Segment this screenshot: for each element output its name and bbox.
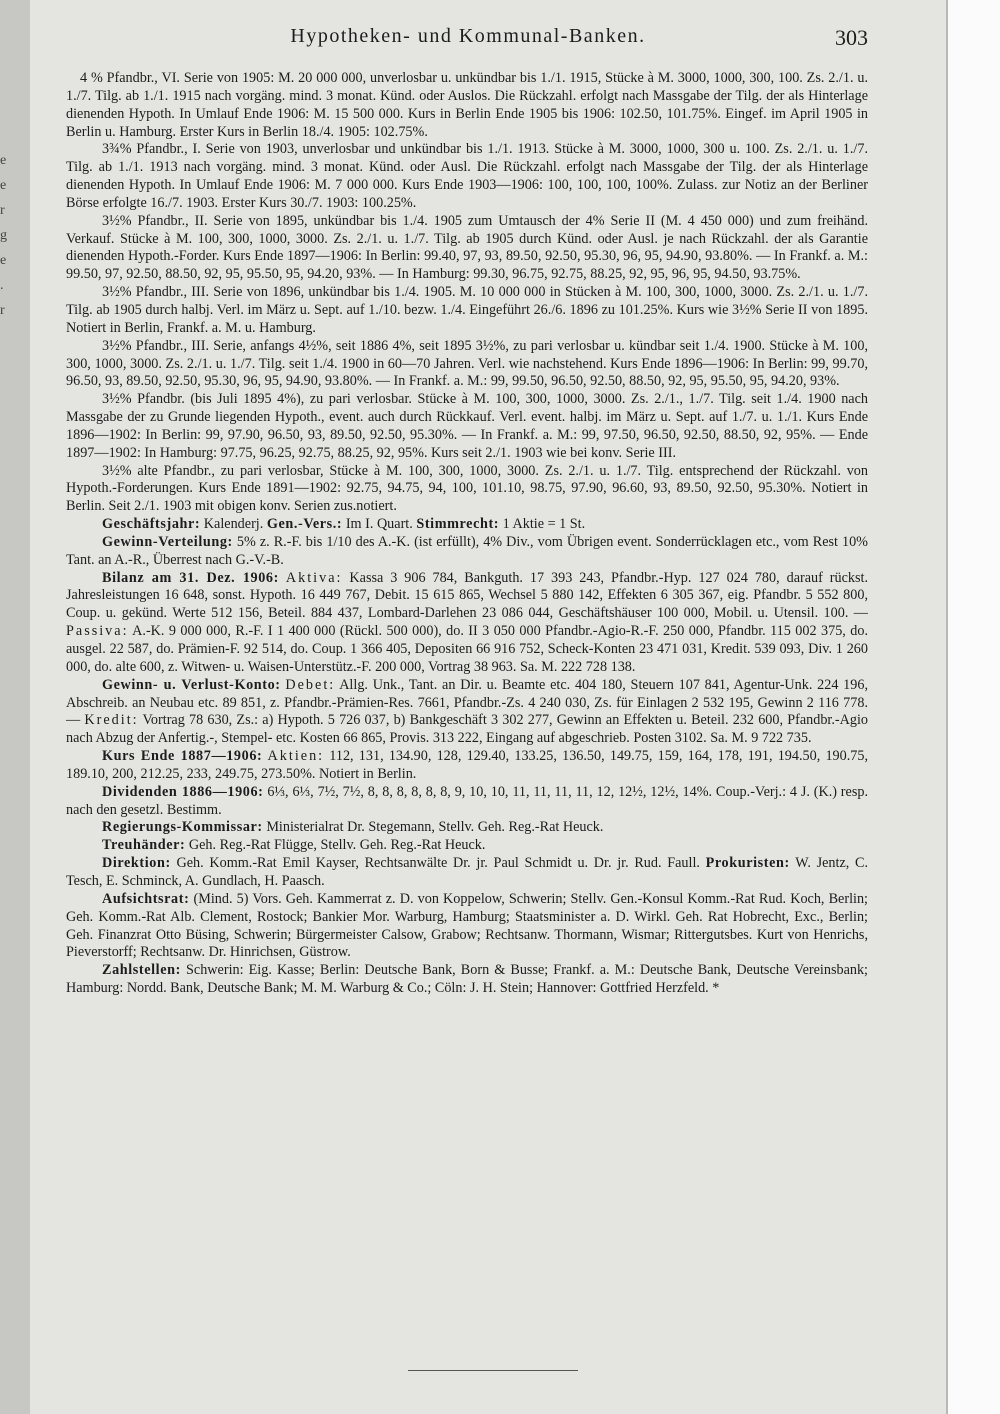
paragraph-treuhaender [66, 837, 868, 855]
label-aktiva: Aktiva: [285, 569, 343, 586]
label-gewinn-verlust: Gewinn- u. Verlust-Konto: [102, 676, 281, 693]
label-aktien: Aktien: [267, 748, 325, 765]
text-aufsichtsrat: (Mind. 5) Vors. Geh. Kammerrat z. D. von Koppelow, Schwerin; Stellv. Gen.-Konsul Komm.-Rat Rud. Koch, Berlin; Geh. Komm.-Rat Alb. Clement, Rostock; Bankier Mor. Warburg, Hamburg; Staatsminister a. D. Wirkl. Geh. Rat Hobrecht, Exc., Berlin; Geh. Finanzrat Otto Büsing, Schwerin; Bürgermeister Calsow, Grabow; Rechtsanw. Thormann, Wismar; Rittergutsbes. Kurt von Henrichs, Pieverstorff; Rechtsanw. Dr. Hinrichsen, Güstrow. [66, 890, 868, 961]
label-regierungs-kommissar: Regierungs-Kommissar: [102, 819, 263, 836]
paragraph-regierungs-kommissar [66, 819, 868, 837]
footer-divider [408, 1370, 578, 1371]
paragraph-gewinn-verlust [66, 677, 868, 748]
paragraph-pfandbr-serie-iii: 3½% Pfandbr., III. Serie von 1896, unkündbar bis 1./4. 1905. M. 10 000 000 in Stücken à M. 100, 300, 1000, 3000. Zs. 2./1. u. 1./7. Tilg. ab 1905 durch halbj. Verl. im März u. Sept. auf 1./10. bezw. 1./4. Eingeführt 26./6. 1896 zu 101.25%. Kurs wie 3½% Serie II von 1895. Notiert in Berlin, Frankf. a. M. u. Hamburg. [66, 284, 868, 336]
label-bilanz: Bilanz am 31. Dez. 1906: [102, 569, 279, 586]
text-treuhaender: Geh. Reg.-Rat Flügge, Stellv. Geh. Reg.-Rat Heuck. [185, 837, 486, 854]
text-stimmrecht: 1 Aktie = 1 St. [499, 516, 586, 533]
text-gen-vers: Im I. Quart. [342, 516, 417, 533]
right-margin [946, 0, 1000, 1414]
edge-letter: . [0, 278, 4, 293]
edge-letter: e [0, 178, 7, 193]
edge-letters [0, 148, 24, 323]
text-prokuristen: W. Jentz, C. Tesch, E. Schminck, A. Gundlach, H. Paasch. [66, 855, 868, 889]
text-geschaeftsjahr: Kalenderj. [200, 516, 267, 533]
text-gewinn-verteilung: 5% z. R.-F. bis 1/10 des A.-K. (ist erfüllt), 4% Div., vom Übrigen event. Sonderrücklagen etc., vom Rest 10% Tant. an A.-R., Überrest nach G.-V.-B. [66, 533, 868, 568]
label-gewinn-verteilung: Gewinn-Verteilung: [102, 533, 233, 550]
label-zahlstellen: Zahlstellen: [102, 962, 181, 979]
text-kurs-ende: 112, 131, 134.90, 128, 129.40, 133.25, 136.50, 149.75, 159, 164, 178, 191, 194.50, 190.75, 189.10, 200, 212.25, 233, 249.75, 273.50%. Notiert in Berlin. [66, 748, 869, 782]
paragraph-direktion [66, 855, 868, 891]
edge-letter: r [0, 203, 5, 218]
paragraph-geschaeftsjahr [66, 516, 868, 534]
label-stimmrecht: Stimmrecht: [416, 516, 500, 533]
page-header [68, 25, 868, 55]
label-kredit: Kredit: [84, 712, 139, 729]
label-aufsichtsrat: Aufsichtsrat: [102, 890, 190, 907]
page-number: 303 [835, 25, 868, 50]
text-zahlstellen: Schwerin: Eig. Kasse; Berlin: Deutsche Bank, Born & Busse; Frankf. a. M.: Deutsche Bank, Deutsche Vereinsbank; Hamburg: Nordd. Bank, Deutsche Bank; M. M. Warburg & Co.; Cöln: J. H. Stein; Hannover: Gottfried Herzfeld. * [66, 962, 868, 997]
paragraph-pfandbr-pari: 3½% Pfandbr. (bis Juli 1895 4%), zu pari verlosbar. Stücke à M. 100, 300, 1000, 3000. Zs. 2./1., 1./7. Tilg. seit 1./4. 1900 nach Massgabe der zu Grunde liegenden Hypoth., event. auch durch Rückkauf. Verl. event. halbj. im März u. Sept. auf 1./7. u. 1./1. Kurs Ende 1896—1902: In Berlin: 99, 97.90, 96.50, 93, 89.50, 92.50, 95.30%. — In Frankf. a. M.: 99, 97.50, 96.50, 92.50, 88.50, 92, 95%. — Ende 1897—1902: In Hamburg: 97.75, 96.25, 92.75, 88.25, 92, 95%. Kurs seit 2./1. 1903 wie bei konv. Serie III. [66, 391, 868, 461]
text-dividenden: 6⅓, 6⅓, 7½, 7½, 8, 8, 8, 8, 8, 8, 9, 10, 10, 11, 11, 11, 11, 12, 12½, 12½, 14%. Coup.-Verj.: 4 J. (K.) resp. nach den gesetzl. Bestimm. [66, 783, 868, 818]
paragraph-zahlstellen [66, 962, 868, 998]
label-debet: Debet: [285, 676, 336, 693]
book-spine [0, 0, 30, 1414]
text-passiva: A.-K. 9 000 000, R.-F. I 1 400 000 (Rückl. 500 000), do. II 3 050 000 Pfandbr.-Agio-R.-F. 250 000, Pfandbr. 115 002 375, do. ausgel. 22 587, do. Prämien-F. 92 514, do. Coup. 1 366 405, Depositen 66 916 752, Scheck-Konten 23 471 031, Kredit. 539 093, Div. 1 260 000, do. alte 600, z. Witwen- u. Waisen-Unterstütz.-F. 200 000, Vortrag 38 963. Sa. M. 222 728 138. [66, 623, 868, 675]
document-body [66, 70, 868, 998]
label-dividenden: Dividenden 1886—1906: [102, 783, 264, 800]
edge-letter: g [0, 228, 7, 243]
paragraph-alte-pfandbr: 3½% alte Pfandbr., zu pari verlosbar, Stücke à M. 100, 300, 1000, 3000. Zs. 2./1. u. 1./7. Tilg. entsprechend der Rückzahl. von Hypoth.-Forderungen. Kurs Ende 1891—1902: 92.75, 94.75, 94, 100, 101.10, 98.75, 97.90, 96.60, 93, 89.50, 92.50, 95.30%. Notiert in Berlin. Seit 2./1. 1903 mit obigen konv. Serien zus.notiert. [66, 462, 868, 515]
label-gen-vers: Gen.-Vers.: [266, 516, 343, 533]
paragraph-aufsichtsrat [66, 891, 868, 962]
running-title: Hypotheken- und Kommunal-Banken. [290, 25, 646, 47]
paragraph-bilanz [66, 570, 868, 677]
label-direktion: Direktion: [102, 855, 171, 872]
edge-letter: r [0, 303, 5, 318]
text-aktiva: Kassa 3 906 784, Bankguth. 17 393 243, Pfandbr.-Hyp. 127 024 780, darauf rückst. Jahresleistungen 16 648, sonst. Hypoth. 16 449 767, Debit. 15 615 865, Wechsel 5 880 142, Effekten 6 305 367, eig. Pfandbr. 5 552 800, Coup. u. gekünd. Werte 512 156, Beteil. 884 437, Lombard-Darlehen 23 086 044, Geschäftshäuser 100 000, Mobil. u. Utensil. 100. — [66, 569, 868, 622]
text-debet: Allg. Unk., Tant. an Dir. u. Beamte etc. 404 180, Steuern 107 841, Agentur-Unk. 224 196, Abschreib. an Neubau etc. 89 851, z. Pfandbr.-Prämien-Res. 7661, Pfandbr.-Zs. 4 240 030, Zs. für Einlagen 2 532 195, Gewinn 2 116 778. — [66, 676, 869, 729]
paragraph-pfandbr-serie-vi: 4 % Pfandbr., VI. Serie von 1905: M. 20 000 000, unverlosbar u. unkündbar bis 1./1. 1915, Stücke à M. 3000, 1000, 300, 100. Zs. 2./1. u. 1./7. Tilg. ab 1./1. 1915 nach vorgäng. mind. 3 monat. Künd. oder Auslos. Die Rückzahl. erfolgt nach Massgabe der Tilg. der als Hinterlage dienenden Hypoth. In Umlauf Ende 1906: M. 15 500 000. Kurs in Berlin Ende 1905 bis 1906: 102.50, 101.75%. Eingef. im April 1905 in Berlin u. Hamburg. Erster Kurs in Berlin 18./4. 1905: 102.75%. [66, 70, 868, 140]
label-geschaeftsjahr: Geschäftsjahr: [102, 516, 201, 533]
paragraph-kurs-ende [66, 748, 868, 784]
label-prokuristen: Prokuristen: [705, 855, 790, 872]
paragraph-pfandbr-serie-i: 3¾% Pfandbr., I. Serie von 1903, unverlosbar und unkündbar bis 1./1. 1913. Stücke à M. 3000, 1000, 300 u. 100. Zs. 2./1. u. 1./7. Tilg. ab 1./1. 1913 nach vorgäng. mind. 3 monat. Künd. oder Ausl. Die Rückzahl. erfolgt nach Massgabe der Tilg. der als Hinterlage dienenden Hypoth. In Umlauf Ende 1906: M. 7 000 000. Kurs Ende 1903—1906: 100, 100, 100, 100%. Zulass. zur Notiz an der Berliner Börse erfolgte 16./7. 1903. Erster Kurs 30./7. 1903: 100.25%. [66, 141, 868, 211]
edge-letter: e [0, 253, 7, 268]
paragraph-gewinn-verteilung [66, 534, 868, 570]
edge-letter: e [0, 153, 7, 168]
label-kurs-ende: Kurs Ende 1887—1906: [102, 748, 263, 765]
text-kredit: Vortrag 78 630, Zs.: a) Hypoth. 5 726 037, b) Bankgeschäft 3 302 277, Gewinn an Effekten u. Beteil. 232 600, Pfandbr.-Agio nach Abzug der Anfertig.-, Stempel- etc. Kosten 66 865, Provis. 313 222, Eingang auf abgeschrieb. Posten 3102. Sa. M. 9 722 735. [66, 712, 868, 747]
text-regierungs-kommissar: Ministerialrat Dr. Stegemann, Stellv. Geh. Reg.-Rat Heuck. [262, 819, 604, 836]
paragraph-pfandbr-serie-iii-konv: 3½% Pfandbr., III. Serie, anfangs 4½%, seit 1886 4%, seit 1895 3½%, zu pari verlosbar u. kündbar seit 1./4. 1900. Stücke à M. 100, 300, 1000, 3000. Zs. 2./1. u. 1./7. Tilg. seit 1./4. 1900 in 60—70 Jahren. Verl. wie nachstehend. Kurs Ende 1896—1906: In Berlin: 99, 99.70, 96.50, 93, 89.50, 92.50, 95.30, 96, 95, 94.90, 93.80%. — In Frankf. a. M.: 99, 99.50, 96.50, 92.50, 88.50, 92, 95, 95.50, 95, 94.20, 93%. [66, 337, 868, 390]
label-passiva: Passiva: [66, 623, 129, 640]
label-treuhaender: Treuhänder: [102, 837, 186, 854]
text-direktion: Geh. Komm.-Rat Emil Kayser, Rechtsanwälte Dr. jr. Paul Schmidt u. Dr. jr. Rud. Faull. [170, 855, 706, 872]
paragraph-pfandbr-serie-ii: 3½% Pfandbr., II. Serie von 1895, unkündbar bis 1./4. 1905 zum Umtausch der 4% Serie II (M. 4 450 000) und zum freihänd. Verkauf. Stücke à M. 100, 300, 1000, 3000. Zs. 2./1. u. 1./7. Tilg. ab 1905 durch Künd. oder Ausl. je nach Rückzahl. der als Garantie dienenden Hypoth.-Forder. Kurs Ende 1897—1906: In Berlin: 99.40, 97, 93, 89.50, 92.50, 95.30, 96, 95, 94.90, 93.80%. — In Frankf. a. M.: 99.50, 97, 92.50, 88.50, 92, 95, 95.50, 95, 94.20, 93%. — In Hamburg: 99.30, 96.75, 92.75, 88.25, 92, 95, 96, 95, 94.50, 93.75%. [66, 212, 868, 283]
paragraph-dividenden [66, 784, 868, 820]
